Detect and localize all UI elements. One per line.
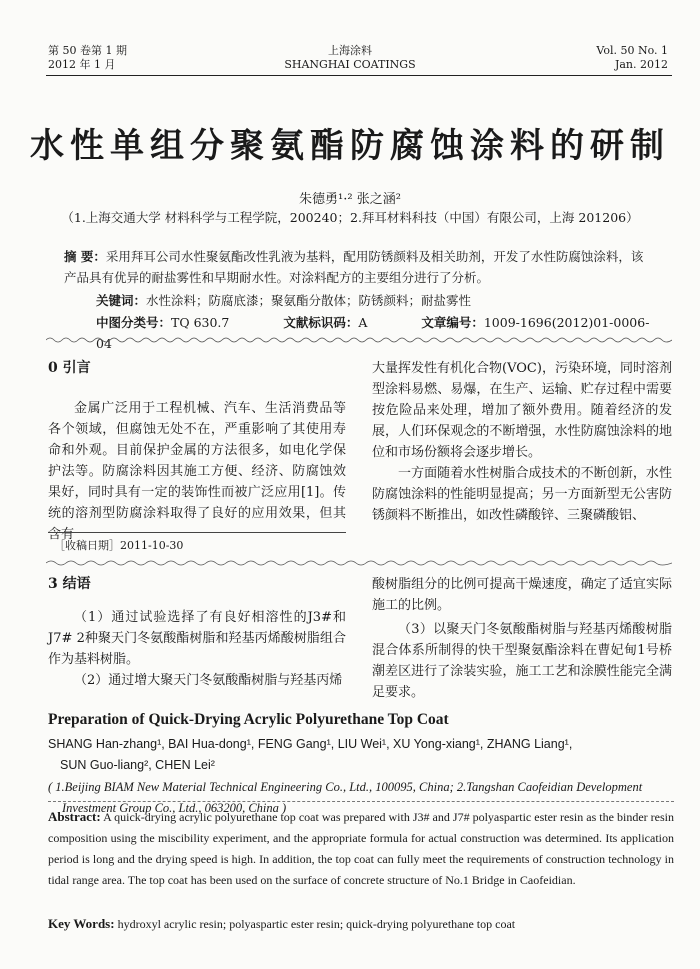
volume-issue-en: Vol. 50 No. 1 (596, 44, 668, 57)
doc-code-label: 文献标识码： (283, 315, 359, 330)
english-keywords (48, 916, 674, 932)
classification-line (96, 312, 656, 354)
journal-name-en: SHANGHAI COATINGS (284, 58, 416, 71)
keywords-label: 关键词： (96, 293, 147, 308)
english-keywords-label: Key Words: (48, 916, 115, 931)
english-authors-line-1: SHANG Han-zhang¹, BAI Hua-dong¹, FENG Gang¹, LIU Wei¹, XU Yong-xiang¹, ZHANG Liang¹, (48, 737, 573, 751)
article-no-value: 1009-1696(2012)01-0006-04 (96, 315, 650, 351)
english-abstract-text: A quick-drying acrylic polyurethane top coat was prepared with J3# and J7# polyaspartic ester resin as the binder resin composition using the miscibility experiment, and the appropriate formula for actual construction was determined. Its application period is long and the drying speed is high. In addition, the top coat can fully meet the requirements of construction technology in tidal range area. The top coat has been used on the surface of concrete structure of No.1 Bridge in Caofeidian. (48, 810, 675, 887)
footnote-rule (48, 532, 346, 533)
abstract-cn (64, 246, 654, 288)
doc-code-value: A (358, 315, 368, 330)
english-keywords-text: hydroxyl acrylic resin; polyaspartic ester resin; quick-drying polyurethane top coat (117, 917, 516, 931)
conclusion-item-3: （3）以聚天门冬氨酸酯树脂与羟基丙烯酸树脂混合体系所制得的快干型聚氨酯涂料在曹妃甸1号桥潮差区进行了涂装实验，施工工艺和涂膜性能完全满足要求。 (372, 622, 672, 700)
english-affiliation-line-1: ( 1.Beijing BIAM New Material Technical Engineering Co., Ltd., 100095, China; 2.Tangshan Caofeidian Development (48, 780, 643, 794)
conclusion-item-2: （2）通过增大聚天门冬氨酸酯树脂与羟基丙烯 (74, 673, 343, 688)
english-abstract-rule (48, 801, 674, 802)
conclusion-item-1: （1）通过试验选择了有良好相溶性的J3#和J7# 2种聚天门冬氨酸酯树脂和羟基丙烯酸树脂组合作为基料树脂。 (48, 610, 346, 667)
abstract-text: 采用拜耳公司水性聚氨酯改性乳液为基料，配用防锈颜料及相关助剂，开发了水性防腐蚀涂料，该产品具有优异的耐盐雾性和早期耐水性。对涂料配方的主要组分进行了分析。 (64, 249, 644, 285)
english-title: Preparation of Quick-Drying Acrylic Polyurethane Top Coat (48, 711, 449, 728)
conclusion-left-column (48, 574, 346, 691)
keywords-cn (96, 290, 656, 311)
section-divider-middle (46, 559, 672, 567)
keywords-text: 水性涂料；防腐底漆；聚氨酯分散体；防锈颜料；耐盐雾性 (146, 293, 472, 308)
paper-title: 水性单组分聚氨酯防腐蚀涂料的研制 (30, 126, 670, 166)
clc-value: TQ 630.7 (171, 315, 230, 330)
author-affiliation: （1.上海交通大学 材料科学与工程学院，200240；2.拜耳材料科技（中国）有限公司，上海 201206） (61, 210, 639, 225)
author-list: 朱德勇¹·² 张之涵² (299, 192, 401, 207)
english-authors-line-2: SUN Guo-liang², CHEN Lei² (60, 758, 215, 772)
journal-name-cn: 上海涂料 (328, 44, 372, 57)
intro-right-column (372, 358, 672, 526)
header-rule (46, 75, 672, 76)
intro-left-column (48, 358, 346, 545)
conclusion-right-item-2-cont: 酸树脂组分的比例可提高干燥速度，确定了适宜实际施工的比例。 (372, 577, 672, 613)
conclusion-right-column (372, 574, 672, 703)
conclusion-heading: 3 结语 (48, 576, 91, 592)
intro-right-paragraph: 大量挥发性有机化合物(VOC)，污染环境，同时溶剂型涂料易燃、易爆，在生产、运输、贮存过程中需要按危险品来处理，增加了额外费用。随着经济的发展，人们环保观念的不断增强，水性防腐蚀涂料的地位和市场份额将会逐步增长。 (372, 361, 672, 460)
volume-issue: 第 50 卷第 1 期 (48, 44, 127, 57)
intro-right-paragraph-2: 一方面随着水性树脂合成技术的不断创新，水性防腐蚀涂料的性能明显提高；另一方面新型无公害防锈颜料不断推出，如改性磷酸锌、三聚磷酸铝、 (372, 466, 672, 523)
english-affiliation-line-2: Investment Group Co., Ltd., 063200, China ) (62, 801, 287, 815)
clc-label: 中图分类号： (96, 315, 172, 330)
received-date: ［收稿日期］2011-10-30 (54, 539, 184, 552)
section-divider-top (46, 336, 672, 344)
article-no-label: 文章编号： (421, 315, 484, 330)
english-abstract (48, 806, 674, 891)
issue-date: 2012 年 1 月 (48, 58, 116, 71)
journal-name (0, 44, 700, 72)
issue-date-en: Jan. 2012 (614, 58, 668, 71)
intro-paragraph: 金属广泛用于工程机械、汽车、生活消费品等各个领域，但腐蚀无处不在，严重影响了其使用寿命和外观。目前保护金属的方法很多，如电化学保护法等。防腐涂料因其施工方便、经济、防腐蚀效果好，同时具有一定的装饰性而被广泛应用[1]。传统的溶剂型防腐涂料取得了良好的应用效果，但其含有 (48, 401, 346, 542)
english-authors (48, 734, 674, 776)
english-abstract-label: Abstract: (48, 809, 101, 824)
journal-volume-en (596, 44, 668, 72)
intro-heading: 0 引言 (48, 360, 91, 376)
abstract-label: 摘 要： (64, 249, 106, 264)
